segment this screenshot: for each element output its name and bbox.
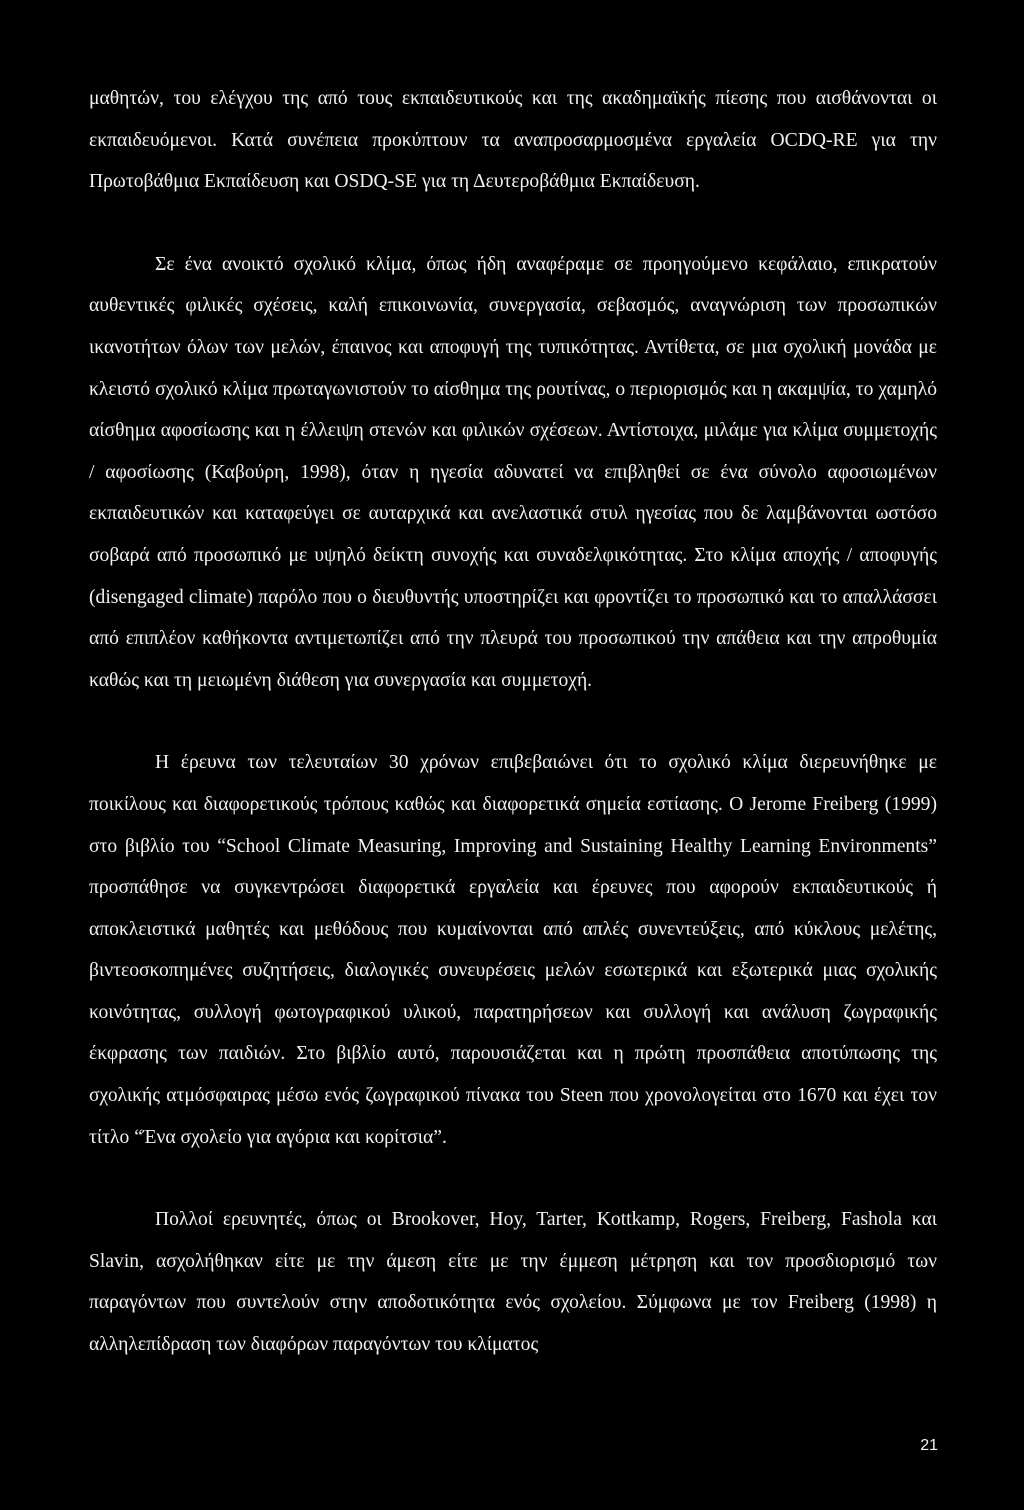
paragraph-3: Η έρευνα των τελευταίων 30 χρόνων επιβεβαιώνει ότι το σχολικό κλίμα διερευνήθηκε με ποικίλους και διαφορετικούς τρόπους καθώς και διαφορετικά σημεία εστίασης. Ο Jerome Freiberg (1999) στο βιβλίο του “School Climate Measuring, Improving and Sustaining Healthy Learning Environments” προσπάθησε να συγκεντρώσει διαφορετικά εργαλεία και έρευνες που αφορούν εκπαιδευτικούς ή αποκλειστικά μαθητές και μεθόδους που κυμαίνονται από απλές συνεντεύξεις, από κύκλους μελέτης, βιντεοσκοπημένες συζητήσεις, διαλογικές συνευρέσεις μελών εσωτερικά και εξωτερικά μιας σχολικής κοινότητας, συλλογή φωτογραφικού υλικού, παρατηρήσεων και συλλογή και ανάλυση ζωγραφικής έκφρασης των παιδιών. Στο βιβλίο αυτό, παρουσιάζεται και η πρώτη προσπάθεια αποτύπωσης της σχολικής ατμόσφαιρας μέσω ενός ζωγραφικού πίνακα του Steen που χρονολογείται στο 1670 και έχει τον τίτλο “Ένα σχολείο για αγόρια και κορίτσια”. xyxy=(89,752,937,1148)
paragraph-2: Σε ένα ανοικτό σχολικό κλίμα, όπως ήδη αναφέραμε σε προηγούμενο κεφάλαιο, επικρατούν αυθεντικές φιλικές σχέσεις, καλή επικοινωνία, συνεργασία, σεβασμός, αναγνώριση των προσωπικών ικανοτήτων όλων των μελών, έπαινος και αποφυγή της τυπικότητας. Αντίθετα, σε μια σχολική μονάδα με κλειστό σχολικό κλίμα πρωταγωνιστούν το αίσθημα της ρουτίνας, ο περιορισμός και η ακαμψία, το χαμηλό αίσθημα αφοσίωσης και η έλλειψη στενών και φιλικών σχέσεων. Αντίστοιχα, μιλάμε για κλίμα συμμετοχής / αφοσίωσης (Καβούρη, 1998), όταν η ηγεσία αδυνατεί να επιβληθεί σε ένα σύνολο αφοσιωμένων εκπαιδευτικών και καταφεύγει σε αυταρχικά και ανελαστικά στυλ ηγεσίας που δε λαμβάνονται ωστόσο σοβαρά από προσωπικό με υψηλό δείκτη συνοχής και συναδελφικότητας. Στο κλίμα αποχής / αποφυγής (disengaged climate) παρόλο που ο διευθυντής υποστηρίζει και φροντίζει το προσωπικό και το απαλλάσσει από επιπλέον καθήκοντα αντιμετωπίζει από την πλευρά του προσωπικού την απάθεια και την απροθυμία καθώς και τη μειωμένη διάθεση για συνεργασία και συμμετοχή. xyxy=(89,253,937,691)
paragraph-1: μαθητών, του ελέγχου της από τους εκπαιδευτικούς και της ακαδημαϊκής πίεσης που αισθάνονται οι εκπαιδευόμενοι. Κατά συνέπεια προκύπτουν τα αναπροσαρμοσμένα εργαλεία OCDQ-RE για την Πρωτοβάθμια Εκπαίδευση και OSDQ-SE για τη Δευτεροβάθμια Εκπαίδευση. xyxy=(89,88,937,193)
document-body xyxy=(89,78,937,1366)
paragraph-4: Πολλοί ερευνητές, όπως οι Brookover, Hoy, Tarter, Kottkamp, Rogers, Freiberg, Fashola και Slavin, ασχολήθηκαν είτε με την άμεση είτε με την έμμεση μέτρηση και τον προσδιορισμό των παραγόντων που συντελούν στην αποδοτικότητα ενός σχολείου. Σύμφωνα με τον Freiberg (1998) η αλληλεπίδραση των διαφόρων παραγόντων του κλίματος xyxy=(89,1209,937,1356)
page-number: 21 xyxy=(920,1437,938,1454)
